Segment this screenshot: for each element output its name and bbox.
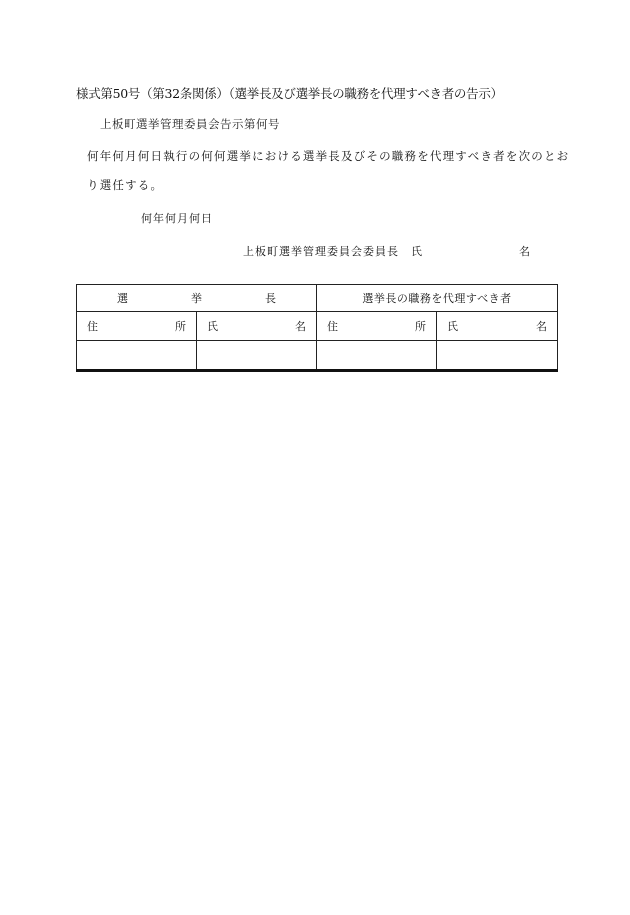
notice-date: 何年何月何日 (141, 212, 213, 225)
address-char-1: 住 (327, 320, 338, 333)
name-char-1: 氏 (447, 320, 458, 333)
address-char-2: 所 (175, 320, 186, 333)
chairman-title: 上板町選挙管理委員会委員長 (243, 245, 399, 258)
sub-header-address-1 (77, 312, 197, 341)
deputy-address-cell[interactable] (317, 341, 437, 371)
signature-name-label-2: 名 (519, 245, 530, 258)
chief-address-cell[interactable] (77, 341, 197, 371)
form-title: 様式第50号（第32条関係）（選挙長及び選挙長の職務を代理すべき者の告示） (76, 86, 503, 101)
sub-header-name-2 (437, 312, 558, 341)
name-char-2: 名 (295, 320, 306, 333)
signature-name-label-1: 氏 (411, 245, 422, 258)
header-deputy-label: 選挙長の職務を代理すべき者 (362, 292, 512, 305)
deputy-name-cell[interactable] (437, 341, 558, 371)
name-char-1: 氏 (207, 320, 218, 333)
header-election-chief-char-2: 挙 (191, 292, 202, 305)
address-char-1: 住 (87, 320, 98, 333)
name-char-2: 名 (536, 320, 547, 333)
header-election-chief (77, 285, 317, 312)
sub-header-name-1 (197, 312, 317, 341)
address-char-2: 所 (415, 320, 426, 333)
header-election-chief-char-1: 選 (117, 292, 128, 305)
chief-name-cell[interactable] (197, 341, 317, 371)
appointment-table (76, 284, 558, 372)
header-election-chief-char-3: 長 (265, 292, 276, 305)
body-text-line-1: 何年何月何日執行の何何選挙における選挙長及びその職務を代理すべき者を次のとお (87, 149, 570, 163)
body-text-line-2: り選任する。 (87, 178, 164, 192)
sub-header-address-2 (317, 312, 437, 341)
header-deputy (317, 285, 558, 312)
notice-number: 上板町選挙管理委員会告示第何号 (100, 117, 280, 131)
